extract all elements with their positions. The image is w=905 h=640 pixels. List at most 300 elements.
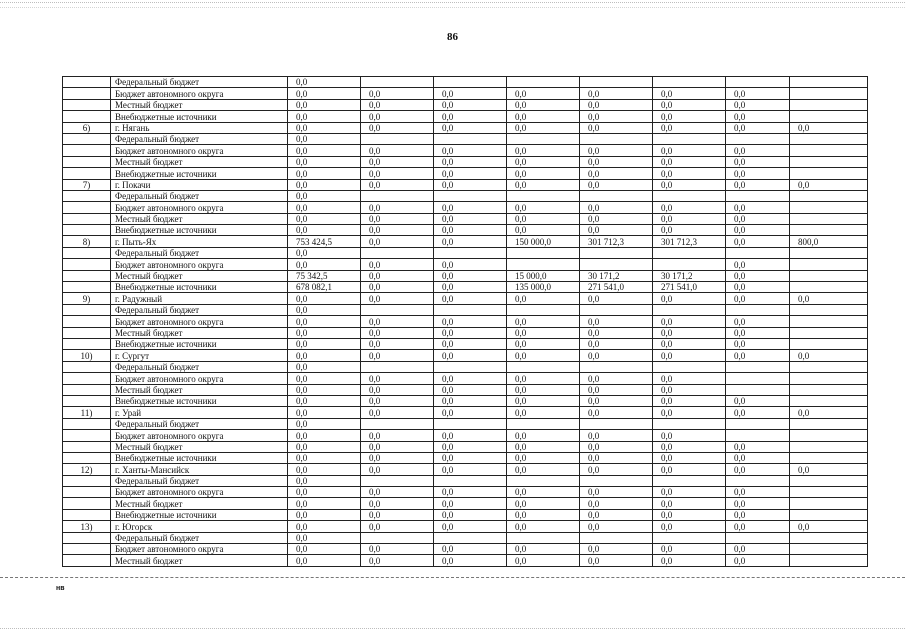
value-cell: 15 000,0 — [507, 270, 580, 281]
value-cell: 0,0 — [653, 111, 726, 122]
value-cell: 0,0 — [653, 544, 726, 555]
row-index-cell — [63, 395, 111, 406]
value-cell: 0,0 — [790, 122, 868, 133]
value-cell: 0,0 — [507, 498, 580, 509]
value-cell: 0,0 — [288, 555, 361, 566]
value-cell: 0,0 — [580, 99, 653, 110]
row-label-cell: Федеральный бюджет — [111, 475, 288, 486]
row-index-cell — [63, 532, 111, 543]
value-cell: 0,0 — [361, 270, 434, 281]
row-label-cell: Внебюджетные источники — [111, 452, 288, 463]
value-cell: 0,0 — [507, 213, 580, 224]
value-cell: 0,0 — [580, 544, 653, 555]
value-cell: 0,0 — [288, 498, 361, 509]
value-cell — [790, 395, 868, 406]
value-cell: 0,0 — [288, 133, 361, 144]
row-label-cell: Местный бюджет — [111, 555, 288, 566]
row-index-cell: 13) — [63, 521, 111, 532]
value-cell: 0,0 — [434, 179, 507, 190]
row-index-cell: 6) — [63, 122, 111, 133]
value-cell: 0,0 — [288, 202, 361, 213]
value-cell — [507, 247, 580, 258]
value-cell: 0,0 — [361, 509, 434, 520]
value-cell: 0,0 — [507, 430, 580, 441]
row-index-cell — [63, 316, 111, 327]
value-cell: 0,0 — [580, 509, 653, 520]
value-cell: 0,0 — [434, 441, 507, 452]
value-cell — [790, 361, 868, 372]
value-cell: 0,0 — [580, 498, 653, 509]
value-cell: 0,0 — [361, 111, 434, 122]
budget-table — [62, 76, 868, 567]
value-cell: 0,0 — [507, 88, 580, 99]
value-cell: 0,0 — [726, 338, 790, 349]
value-cell: 0,0 — [361, 407, 434, 418]
value-cell: 0,0 — [653, 555, 726, 566]
value-cell: 0,0 — [288, 156, 361, 167]
value-cell: 0,0 — [507, 293, 580, 304]
value-cell: 0,0 — [580, 293, 653, 304]
table-row — [63, 168, 868, 179]
row-label-cell: Бюджет автономного округа — [111, 316, 288, 327]
row-label-cell: г. Пыть-Ях — [111, 236, 288, 247]
value-cell: 301 712,3 — [580, 236, 653, 247]
value-cell — [790, 213, 868, 224]
row-label-cell: Внебюджетные источники — [111, 395, 288, 406]
value-cell: 0,0 — [361, 498, 434, 509]
value-cell: 0,0 — [726, 168, 790, 179]
value-cell: 0,0 — [653, 156, 726, 167]
value-cell: 0,0 — [288, 190, 361, 201]
row-index-cell — [63, 361, 111, 372]
row-label-cell: Бюджет автономного округа — [111, 544, 288, 555]
row-label-cell: г. Ханты-Мансийск — [111, 464, 288, 475]
row-label-cell: Местный бюджет — [111, 441, 288, 452]
row-label-cell: г. Радужный — [111, 293, 288, 304]
table-row — [63, 145, 868, 156]
value-cell: 0,0 — [288, 122, 361, 133]
value-cell: 0,0 — [361, 338, 434, 349]
value-cell — [790, 145, 868, 156]
value-cell: 0,0 — [288, 464, 361, 475]
row-label-cell: Бюджет автономного округа — [111, 259, 288, 270]
value-cell: 0,0 — [507, 99, 580, 110]
value-cell — [361, 247, 434, 258]
value-cell: 0,0 — [580, 452, 653, 463]
value-cell — [580, 418, 653, 429]
value-cell — [726, 133, 790, 144]
value-cell: 0,0 — [653, 509, 726, 520]
value-cell — [580, 133, 653, 144]
value-cell: 0,0 — [580, 373, 653, 384]
scan-bottom-edge — [0, 628, 905, 629]
row-index-cell — [63, 544, 111, 555]
row-index-cell: 12) — [63, 464, 111, 475]
value-cell — [434, 361, 507, 372]
value-cell — [507, 133, 580, 144]
value-cell: 0,0 — [434, 327, 507, 338]
value-cell: 0,0 — [361, 452, 434, 463]
value-cell: 0,0 — [790, 464, 868, 475]
value-cell — [790, 190, 868, 201]
value-cell: 0,0 — [507, 407, 580, 418]
value-cell — [790, 327, 868, 338]
value-cell: 0,0 — [434, 236, 507, 247]
value-cell — [361, 77, 434, 88]
value-cell: 0,0 — [288, 418, 361, 429]
value-cell — [653, 361, 726, 372]
value-cell — [653, 304, 726, 315]
scan-top-edge — [0, 2, 905, 3]
value-cell: 0,0 — [288, 395, 361, 406]
value-cell — [653, 247, 726, 258]
value-cell: 0,0 — [361, 236, 434, 247]
value-cell — [361, 475, 434, 486]
value-cell: 0,0 — [580, 156, 653, 167]
value-cell: 0,0 — [580, 384, 653, 395]
value-cell: 0,0 — [726, 111, 790, 122]
value-cell: 0,0 — [726, 293, 790, 304]
value-cell: 800,0 — [790, 236, 868, 247]
row-index-cell: 7) — [63, 179, 111, 190]
value-cell: 0,0 — [434, 270, 507, 281]
value-cell: 0,0 — [288, 338, 361, 349]
value-cell — [434, 247, 507, 258]
value-cell — [726, 475, 790, 486]
value-cell: 0,0 — [726, 395, 790, 406]
value-cell: 0,0 — [507, 555, 580, 566]
value-cell: 0,0 — [361, 350, 434, 361]
row-index-cell — [63, 418, 111, 429]
value-cell: 0,0 — [288, 168, 361, 179]
value-cell: 0,0 — [726, 179, 790, 190]
value-cell: 150 000,0 — [507, 236, 580, 247]
value-cell: 0,0 — [288, 293, 361, 304]
value-cell: 0,0 — [434, 282, 507, 293]
value-cell: 0,0 — [653, 293, 726, 304]
row-label-cell: Внебюджетные источники — [111, 282, 288, 293]
value-cell: 0,0 — [361, 293, 434, 304]
value-cell — [790, 304, 868, 315]
value-cell: 0,0 — [653, 88, 726, 99]
value-cell: 0,0 — [361, 464, 434, 475]
value-cell: 0,0 — [726, 452, 790, 463]
row-label-cell: Федеральный бюджет — [111, 418, 288, 429]
row-index-cell: 9) — [63, 293, 111, 304]
value-cell: 0,0 — [790, 407, 868, 418]
table-row — [63, 190, 868, 201]
table-row — [63, 441, 868, 452]
table-row — [63, 487, 868, 498]
value-cell: 0,0 — [726, 327, 790, 338]
table-row — [63, 498, 868, 509]
table-row — [63, 361, 868, 372]
row-label-cell: г. Сургут — [111, 350, 288, 361]
value-cell — [790, 225, 868, 236]
value-cell: 0,0 — [507, 509, 580, 520]
value-cell: 0,0 — [288, 327, 361, 338]
value-cell: 0,0 — [653, 487, 726, 498]
table-row — [63, 475, 868, 486]
row-index-cell — [63, 145, 111, 156]
value-cell: 0,0 — [434, 430, 507, 441]
bottom-rule — [0, 577, 905, 578]
row-label-cell: Федеральный бюджет — [111, 190, 288, 201]
page-number: 86 — [447, 31, 458, 43]
table-row — [63, 338, 868, 349]
value-cell — [790, 441, 868, 452]
row-index-cell — [63, 88, 111, 99]
value-cell: 0,0 — [726, 350, 790, 361]
value-cell: 0,0 — [288, 521, 361, 532]
value-cell: 0,0 — [288, 361, 361, 372]
value-cell: 0,0 — [790, 179, 868, 190]
value-cell — [790, 270, 868, 281]
value-cell — [361, 304, 434, 315]
value-cell: 0,0 — [434, 122, 507, 133]
value-cell: 0,0 — [653, 464, 726, 475]
value-cell: 0,0 — [726, 213, 790, 224]
value-cell: 0,0 — [434, 88, 507, 99]
value-cell: 0,0 — [580, 168, 653, 179]
row-index-cell — [63, 327, 111, 338]
row-label-cell: г. Покачи — [111, 179, 288, 190]
table-row — [63, 304, 868, 315]
value-cell: 0,0 — [653, 213, 726, 224]
value-cell: 0,0 — [653, 327, 726, 338]
value-cell: 0,0 — [790, 521, 868, 532]
value-cell — [361, 190, 434, 201]
value-cell — [790, 156, 868, 167]
value-cell: 0,0 — [361, 156, 434, 167]
value-cell: 0,0 — [653, 99, 726, 110]
row-index-cell: 8) — [63, 236, 111, 247]
table-row — [63, 418, 868, 429]
value-cell: 0,0 — [288, 384, 361, 395]
row-label-cell: Федеральный бюджет — [111, 77, 288, 88]
table-row — [63, 555, 868, 566]
value-cell: 0,0 — [507, 179, 580, 190]
value-cell: 0,0 — [361, 430, 434, 441]
value-cell — [790, 111, 868, 122]
value-cell: 0,0 — [580, 316, 653, 327]
value-cell — [790, 316, 868, 327]
value-cell: 0,0 — [653, 441, 726, 452]
value-cell: 0,0 — [726, 225, 790, 236]
value-cell — [580, 190, 653, 201]
value-cell: 0,0 — [790, 350, 868, 361]
row-index-cell — [63, 202, 111, 213]
value-cell — [507, 532, 580, 543]
value-cell — [790, 384, 868, 395]
value-cell — [653, 418, 726, 429]
value-cell: 0,0 — [580, 145, 653, 156]
value-cell: 0,0 — [288, 77, 361, 88]
row-label-cell: г. Нягань — [111, 122, 288, 133]
value-cell: 0,0 — [288, 452, 361, 463]
value-cell: 0,0 — [288, 99, 361, 110]
value-cell: 0,0 — [726, 282, 790, 293]
value-cell — [726, 247, 790, 258]
table-row — [63, 521, 868, 532]
row-label-cell: Федеральный бюджет — [111, 304, 288, 315]
value-cell: 0,0 — [434, 225, 507, 236]
budget-table-wrap — [62, 76, 868, 567]
value-cell: 0,0 — [434, 373, 507, 384]
value-cell: 0,0 — [653, 521, 726, 532]
row-label-cell: Местный бюджет — [111, 384, 288, 395]
value-cell — [790, 247, 868, 258]
value-cell — [434, 418, 507, 429]
value-cell: 0,0 — [288, 487, 361, 498]
value-cell — [507, 361, 580, 372]
value-cell: 0,0 — [507, 350, 580, 361]
row-index-cell — [63, 555, 111, 566]
value-cell — [434, 532, 507, 543]
value-cell — [790, 544, 868, 555]
value-cell — [790, 282, 868, 293]
value-cell — [726, 304, 790, 315]
value-cell: 0,0 — [361, 521, 434, 532]
value-cell: 0,0 — [507, 122, 580, 133]
value-cell — [726, 361, 790, 372]
value-cell: 0,0 — [653, 395, 726, 406]
row-label-cell: Местный бюджет — [111, 327, 288, 338]
value-cell: 0,0 — [507, 441, 580, 452]
table-row — [63, 282, 868, 293]
value-cell: 0,0 — [288, 247, 361, 258]
row-label-cell: Внебюджетные источники — [111, 225, 288, 236]
value-cell — [580, 259, 653, 270]
value-cell: 0,0 — [580, 487, 653, 498]
value-cell: 0,0 — [507, 156, 580, 167]
value-cell — [790, 418, 868, 429]
row-label-cell: Федеральный бюджет — [111, 361, 288, 372]
table-row — [63, 544, 868, 555]
value-cell: 0,0 — [507, 395, 580, 406]
value-cell — [790, 509, 868, 520]
value-cell: 0,0 — [653, 407, 726, 418]
row-label-cell: Бюджет автономного округа — [111, 88, 288, 99]
row-index-cell — [63, 270, 111, 281]
value-cell: 0,0 — [361, 259, 434, 270]
table-row — [63, 532, 868, 543]
value-cell: 0,0 — [653, 452, 726, 463]
value-cell: 0,0 — [434, 145, 507, 156]
value-cell — [726, 384, 790, 395]
table-row — [63, 384, 868, 395]
value-cell — [790, 430, 868, 441]
value-cell: 0,0 — [288, 316, 361, 327]
value-cell — [726, 190, 790, 201]
value-cell — [361, 133, 434, 144]
row-label-cell: Бюджет автономного округа — [111, 487, 288, 498]
value-cell: 0,0 — [580, 327, 653, 338]
value-cell: 75 342,5 — [288, 270, 361, 281]
value-cell: 0,0 — [361, 544, 434, 555]
value-cell — [790, 373, 868, 384]
value-cell — [790, 555, 868, 566]
value-cell — [580, 247, 653, 258]
row-index-cell — [63, 111, 111, 122]
value-cell — [790, 259, 868, 270]
value-cell — [361, 532, 434, 543]
row-label-cell: г. Югорск — [111, 521, 288, 532]
value-cell — [434, 475, 507, 486]
table-row — [63, 202, 868, 213]
value-cell — [653, 190, 726, 201]
value-cell — [790, 99, 868, 110]
row-index-cell — [63, 133, 111, 144]
value-cell: 0,0 — [361, 225, 434, 236]
value-cell: 0,0 — [288, 88, 361, 99]
value-cell: 0,0 — [507, 544, 580, 555]
value-cell: 30 171,2 — [653, 270, 726, 281]
value-cell: 0,0 — [434, 509, 507, 520]
value-cell — [507, 304, 580, 315]
row-index-cell — [63, 373, 111, 384]
value-cell: 0,0 — [361, 316, 434, 327]
value-cell: 0,0 — [653, 145, 726, 156]
value-cell: 0,0 — [288, 509, 361, 520]
row-index-cell — [63, 384, 111, 395]
value-cell: 0,0 — [434, 395, 507, 406]
value-cell — [507, 418, 580, 429]
value-cell: 0,0 — [726, 259, 790, 270]
value-cell: 0,0 — [653, 179, 726, 190]
value-cell: 0,0 — [726, 441, 790, 452]
row-label-cell: Федеральный бюджет — [111, 133, 288, 144]
value-cell: 0,0 — [580, 464, 653, 475]
value-cell — [790, 532, 868, 543]
row-index-cell — [63, 452, 111, 463]
value-cell: 0,0 — [434, 407, 507, 418]
value-cell: 0,0 — [507, 452, 580, 463]
value-cell: 0,0 — [434, 452, 507, 463]
value-cell — [726, 430, 790, 441]
value-cell: 0,0 — [288, 544, 361, 555]
value-cell: 0,0 — [726, 509, 790, 520]
value-cell: 0,0 — [434, 498, 507, 509]
value-cell: 0,0 — [288, 225, 361, 236]
value-cell — [653, 475, 726, 486]
table-row — [63, 430, 868, 441]
row-label-cell: г. Урай — [111, 407, 288, 418]
value-cell: 0,0 — [726, 236, 790, 247]
value-cell — [653, 532, 726, 543]
table-row — [63, 395, 868, 406]
table-row — [63, 464, 868, 475]
row-index-cell — [63, 282, 111, 293]
value-cell: 0,0 — [726, 145, 790, 156]
value-cell — [580, 304, 653, 315]
value-cell: 0,0 — [726, 202, 790, 213]
value-cell: 0,0 — [288, 373, 361, 384]
value-cell: 0,0 — [288, 259, 361, 270]
value-cell — [790, 202, 868, 213]
value-cell: 0,0 — [580, 350, 653, 361]
row-label-cell: Бюджет автономного округа — [111, 373, 288, 384]
value-cell — [580, 475, 653, 486]
row-label-cell: Внебюджетные источники — [111, 168, 288, 179]
row-label-cell: Бюджет автономного округа — [111, 430, 288, 441]
value-cell — [653, 259, 726, 270]
footer-mark: нв — [56, 585, 65, 592]
value-cell: 0,0 — [361, 122, 434, 133]
value-cell: 0,0 — [288, 430, 361, 441]
row-label-cell: Местный бюджет — [111, 498, 288, 509]
value-cell: 30 171,2 — [580, 270, 653, 281]
